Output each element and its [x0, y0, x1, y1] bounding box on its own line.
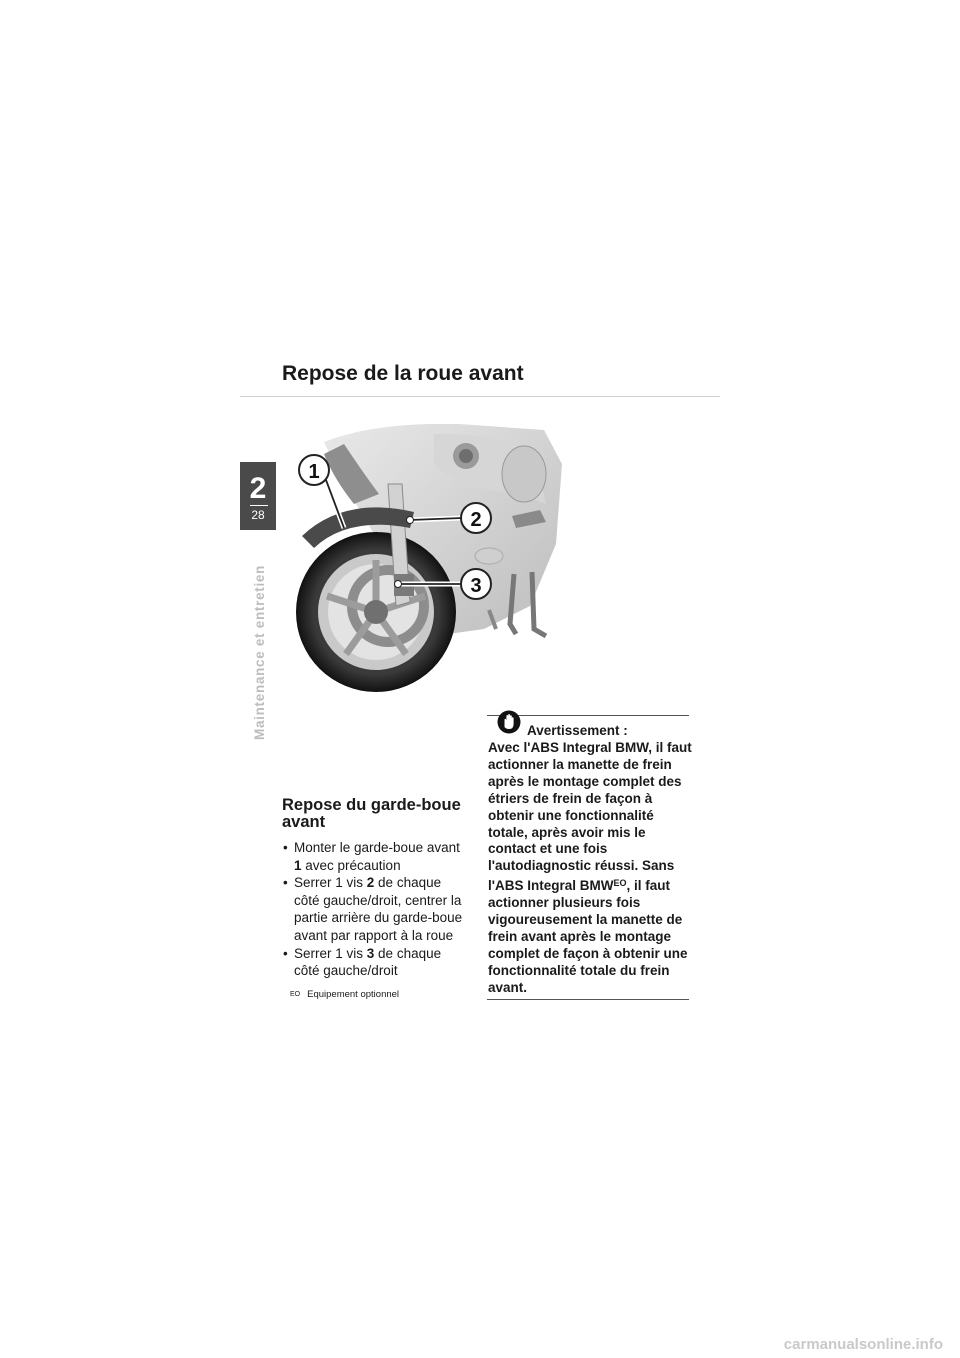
warning-title: Avertissement :: [527, 723, 628, 738]
callout-2: 2: [470, 509, 482, 531]
list-item: • Serrer 1 vis 2 de chaque côté gauche/droit, centrer la partie arrière du garde-boue avant par rapport à la roue: [282, 874, 468, 944]
warning-bottom-rule: [487, 999, 689, 1000]
page-title: Repose de la roue avant: [282, 362, 524, 385]
warning-body: Avec l'ABS Integral BMW, il faut actionner la manette de frein après le montage complet des étriers de frein de façon à obtenir une fonctionnalité totale, après avoir mis le contact et une fois l'autodiagnostic réussi. Sans l'ABS Integral $BMW^{EO}$, il faut actionner plusieurs fois vigoureusement la manette de frein avant après le montage complet de façon à obtenir une fonctionnalité totale du frein avant.: [488, 740, 692, 995]
motorcycle-front-wheel-photo: [284, 424, 566, 696]
steps-list: [282, 839, 468, 980]
callout-1: 1: [308, 461, 320, 483]
chapter-number: 2: [249, 472, 267, 505]
title-divider: [240, 396, 720, 397]
footnote: [290, 989, 399, 1000]
section-heading: Repose du garde-boue avant: [282, 796, 461, 831]
chapter-tab-divider: [250, 505, 268, 506]
list-item: • Serrer 1 vis 3 de chaque côté gauche/droit: [282, 945, 468, 980]
footnote-abbr: EO: [290, 991, 301, 998]
stop-hand-icon: [497, 710, 521, 734]
callout-3: 3: [470, 575, 482, 597]
footnote-text: Equipement optionnel: [307, 989, 400, 1000]
page-number: 28: [251, 508, 265, 522]
list-item: • Monter le garde-boue avant 1 avec précaution: [282, 839, 468, 874]
watermark: carmanualsonline.info: [783, 1336, 943, 1353]
chapter-side-label: Maintenance et entretien: [252, 564, 267, 740]
